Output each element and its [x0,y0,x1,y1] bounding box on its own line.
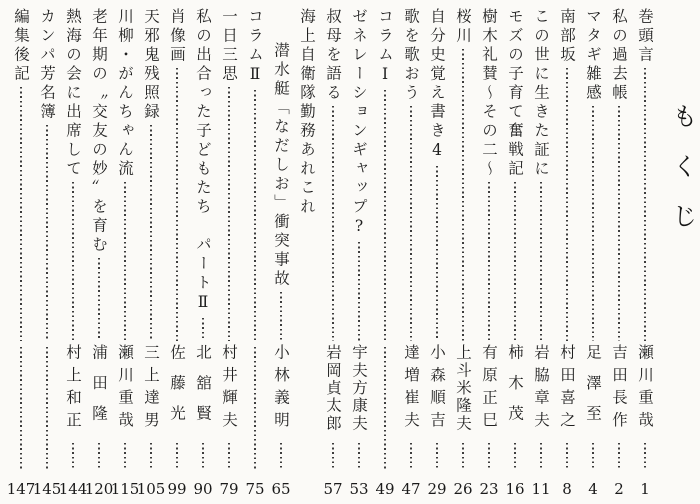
entry-page: 26 [453,480,473,498]
dotted-leader [436,443,438,469]
toc-column [320,8,346,498]
toc-column [60,8,86,498]
entry-author: 村田喜之 [558,344,576,434]
entry-title: コラムⅡ [246,8,264,87]
toc-column [242,8,268,498]
entry-title: 熱海の会に出席して [64,8,82,179]
dotted-leader [46,347,48,469]
entry-page: 1 [640,480,650,498]
dotted-leader [592,106,594,341]
dotted-leader [488,182,490,341]
entry-page: 79 [219,480,239,498]
entry-author: 佐藤光 [168,344,186,436]
entry-title: カンパ芳名簿 [38,8,56,122]
toc-column [138,8,164,498]
toc-column [190,8,216,498]
entry-page: 57 [323,480,343,498]
entry-title: 私の出合った子どもたち パートⅡ [194,8,212,315]
toc-column [554,8,580,498]
dotted-leader [566,68,568,341]
toc-column [294,8,320,498]
entry-author: 岩脇章夫 [532,344,550,434]
entry-title: マタギ雑感 [584,8,602,103]
toc-column [606,8,632,498]
entry-author: 瀬川重哉 [116,344,134,434]
dotted-leader [358,443,360,469]
entry-page: 49 [375,480,395,498]
entry-title: 川柳・がんちゃん流 [116,8,134,179]
entry-author: 吉田長作 [610,344,628,434]
entry-page: 75 [245,480,265,498]
entry-page: 11 [531,480,551,498]
dotted-leader [618,443,620,469]
dotted-leader [488,443,490,469]
dotted-leader [280,443,282,469]
entry-page: 90 [193,480,213,498]
dotted-leader [98,443,100,469]
page-title: もくじ [669,103,698,253]
dotted-leader [358,242,360,342]
entry-title: この世に生きた証に [532,8,550,179]
dotted-leader [124,182,126,341]
dotted-leader [566,443,568,469]
toc-column [450,8,476,498]
entry-title: 一日三思 [220,8,238,84]
entry-author: 小森順吉 [428,344,446,434]
dotted-leader [280,292,282,341]
entry-page: 145 [32,480,62,498]
dotted-leader [150,125,152,341]
toc-column [502,8,528,498]
dotted-leader [20,347,22,469]
entry-title: 自分史覚え書き4 [428,8,446,163]
entry-author: 有原正巳 [480,344,498,434]
dotted-leader [176,443,178,469]
dotted-leader [202,318,204,342]
toc-column [346,8,372,498]
dotted-leader [150,443,152,469]
dotted-leader [202,443,204,469]
entry-page: 65 [271,480,291,498]
toc-column [164,8,190,498]
entry-author: 浦田隆 [90,344,108,436]
entry-title: 海上自衛隊勤務あれこれ [298,8,316,217]
entry-author: 宇夫方康夫 [350,344,368,433]
toc-column [372,8,398,498]
dotted-leader [436,166,438,342]
toc-column [632,8,658,498]
entry-title: 老年期の〝交友の妙〟を育む [90,8,108,255]
entry-author: 瀬川重哉 [636,344,654,434]
entry-page: 23 [479,480,499,498]
dotted-leader [20,87,22,341]
entry-title: 桜川 [454,8,472,46]
entry-author: 北舘賢 [194,344,212,436]
entry-title: ゼネレーションギャップ? [350,8,368,239]
entry-author: 達増崔夫 [402,344,420,434]
dotted-leader [254,90,256,342]
dotted-leader [46,125,48,341]
entry-title: 南部坂 [558,8,576,65]
entry-page: 105 [136,480,166,498]
entry-title: 叔母を語る [324,8,342,103]
dotted-leader [332,106,334,341]
dotted-leader [410,106,412,341]
dotted-leader [98,258,100,341]
entry-page: 115 [110,480,140,498]
toc-column [398,8,424,498]
entry-title: コラムⅠ [376,8,394,87]
dotted-leader [332,443,334,469]
entry-title: 編集後記 [12,8,30,84]
entry-author: 柿木茂 [506,344,524,436]
dotted-leader [176,68,178,341]
entry-page: 16 [505,480,525,498]
toc-column [86,8,112,498]
dotted-leader [228,443,230,469]
dotted-leader [644,68,646,341]
toc-column [8,8,34,498]
dotted-leader [410,443,412,469]
entry-page: 29 [427,480,447,498]
dotted-leader [254,347,256,469]
dotted-leader [72,443,74,469]
toc-column [424,8,450,498]
dotted-leader [72,182,74,341]
entry-title: 歌を歌おう [402,8,420,103]
dotted-leader [540,182,542,341]
entry-author: 村上和正 [64,344,82,434]
entry-page: 147 [6,480,36,498]
toc-column [476,8,502,498]
dotted-leader [462,443,464,469]
entry-title: 肖像画 [168,8,186,65]
dotted-leader [124,443,126,469]
entry-author: 足澤至 [584,344,602,436]
entry-page: 53 [349,480,369,498]
entry-title: 私の過去帳 [610,8,628,103]
toc-column [34,8,60,498]
toc-column [528,8,554,498]
entry-title: 潜水艇「なだしお」衝突事故 [272,42,290,289]
entry-page: 4 [588,480,598,498]
entry-author: 村井輝夫 [220,344,238,434]
dotted-leader [384,90,386,342]
entry-page: 2 [614,480,624,498]
entry-author: 岩岡貞太郎 [324,344,342,433]
entry-author: 上斗米隆夫 [454,344,472,433]
toc-column [112,8,138,498]
dotted-leader [462,49,464,341]
toc-column [216,8,242,498]
entry-title: 天邪鬼残照録 [142,8,160,122]
entry-author: 小林義明 [272,344,290,434]
dotted-leader [514,182,516,341]
entry-title: 樹木礼賛〜その二〜 [480,8,498,179]
entry-title: モズの子育て奮戦記 [506,8,524,179]
dotted-leader [592,443,594,469]
entry-page: 99 [167,480,187,498]
entry-page: 47 [401,480,421,498]
dotted-leader [618,106,620,341]
entry-author: 三上達男 [142,344,160,434]
dotted-leader [514,443,516,469]
dotted-leader [228,87,230,341]
entry-page: 144 [58,480,88,498]
toc-column [580,8,606,498]
entry-title: 巻頭言 [636,8,654,65]
dotted-leader [644,443,646,469]
dotted-leader [540,443,542,469]
entry-page: 120 [84,480,114,498]
entry-page: 8 [562,480,572,498]
toc-column [268,8,294,498]
dotted-leader [384,347,386,469]
